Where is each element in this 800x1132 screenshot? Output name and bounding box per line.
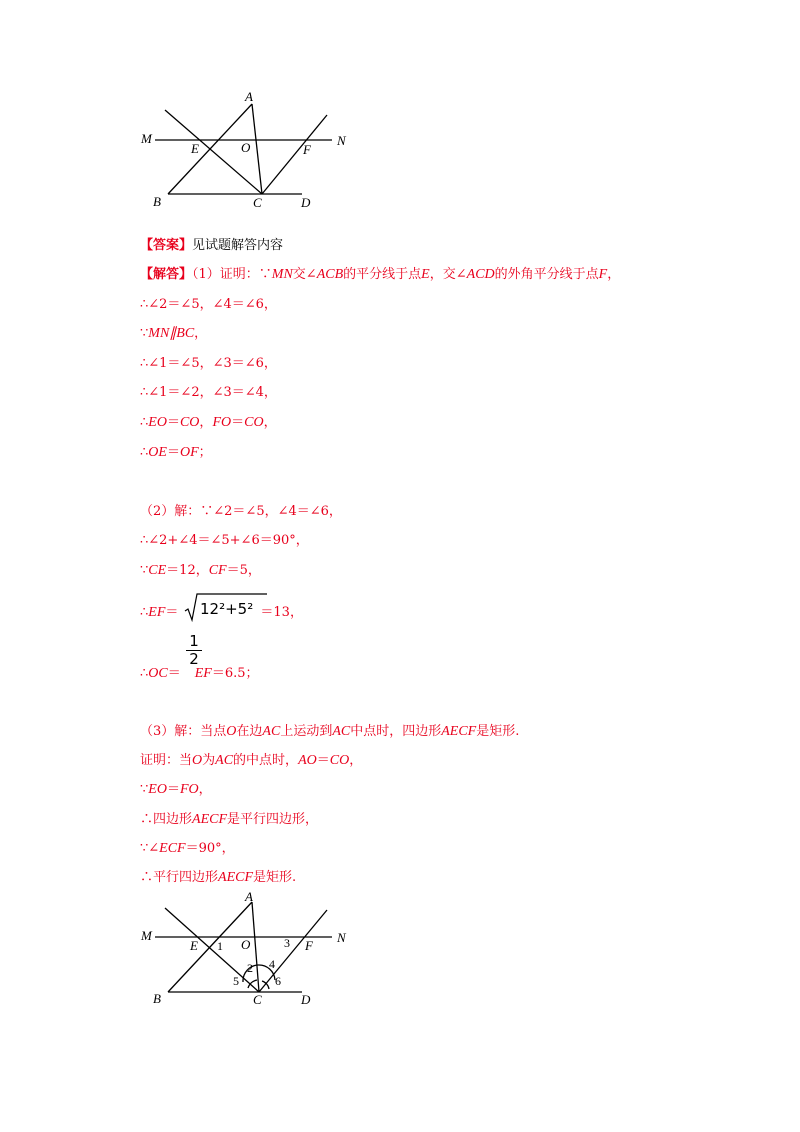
part1-line-5: ∴∠1＝∠2，∠3＝∠4，: [140, 385, 277, 400]
part3-line-5: ∵∠ECF＝90°，: [140, 841, 235, 856]
label-d: D: [301, 195, 311, 210]
label-b: B: [153, 991, 161, 1006]
angle-4: 4: [269, 957, 275, 971]
part2-line-5: ∴OC＝ EF＝6.5；: [140, 666, 259, 681]
label-n: N: [337, 133, 346, 148]
part1-line-3: ∵MN∥BC，: [140, 326, 208, 341]
line-ac: [252, 104, 262, 194]
sqrt-expression: [183, 592, 267, 622]
label-c: C: [253, 195, 262, 210]
line-cf-extended: [262, 115, 327, 194]
label-e: E: [191, 141, 199, 156]
fraction-one-half: 1 2: [186, 634, 202, 667]
label-b: B: [153, 194, 161, 209]
part2-line-2: ∴∠2+∠4＝∠5+∠6＝90°，: [140, 533, 309, 548]
label-m: M: [141, 928, 152, 943]
part2-line-1: （2）解：∵∠2＝∠5，∠4＝∠6，: [140, 504, 342, 519]
label-a: A: [245, 90, 253, 104]
part1-line-7: ∴OE＝OF；: [140, 445, 212, 460]
angle-2: 2: [247, 961, 253, 975]
part3-line-3: ∵EO＝FO，: [140, 782, 212, 797]
label-f: F: [303, 142, 311, 157]
geometry-figure-top: [135, 90, 365, 215]
label-e: E: [190, 938, 198, 953]
part3-line-6: ∴平行四边形AECF是矩形.: [140, 870, 297, 885]
label-c: C: [253, 992, 262, 1007]
label-o: O: [241, 140, 251, 155]
angle-3: 3: [284, 936, 290, 950]
label-d: D: [301, 992, 311, 1007]
part3-line-4: ∴四边形AECF是平行四边形，: [140, 812, 319, 827]
part2-line-4: ∴EF＝ ＝13，: [140, 605, 303, 620]
angle-5: 5: [233, 974, 239, 988]
geometry-figure-bottom: [135, 890, 365, 1015]
angle-6: 6: [275, 974, 281, 988]
label-n: N: [337, 930, 346, 945]
answer-text: 见试题解答内容: [192, 238, 284, 253]
angle-1: 1: [217, 939, 223, 953]
part3-line-1: （3）解：当点O在边AC上运动到AC中点时，四边形AECF是矩形.: [140, 724, 520, 739]
label-m: M: [141, 131, 152, 146]
solution-tag: 【解答】: [140, 267, 193, 282]
part1-line-6: ∴EO＝CO，FO＝CO，: [140, 415, 277, 430]
answer-line: [140, 234, 283, 253]
solution-line-1: 【解答】（1）证明：∵MN交∠ACB的平分线于点E，交∠ACD的外角平分线于点F，: [140, 267, 621, 282]
answer-tag: 【答案】: [140, 238, 193, 253]
label-a: A: [245, 890, 253, 904]
label-o: O: [241, 937, 251, 952]
part1-line-2: ∴∠2＝∠5，∠4＝∠6，: [140, 297, 277, 312]
part2-line-3: ∵CE＝12，CF＝5，: [140, 563, 261, 578]
label-f: F: [305, 938, 313, 953]
part1-line-4: ∴∠1＝∠5，∠3＝∠6，: [140, 356, 277, 371]
part3-line-2: 证明：当O为AC的中点时，AO＝CO，: [140, 753, 363, 768]
svg-text:12²+5²: 12²+5²: [200, 600, 254, 618]
